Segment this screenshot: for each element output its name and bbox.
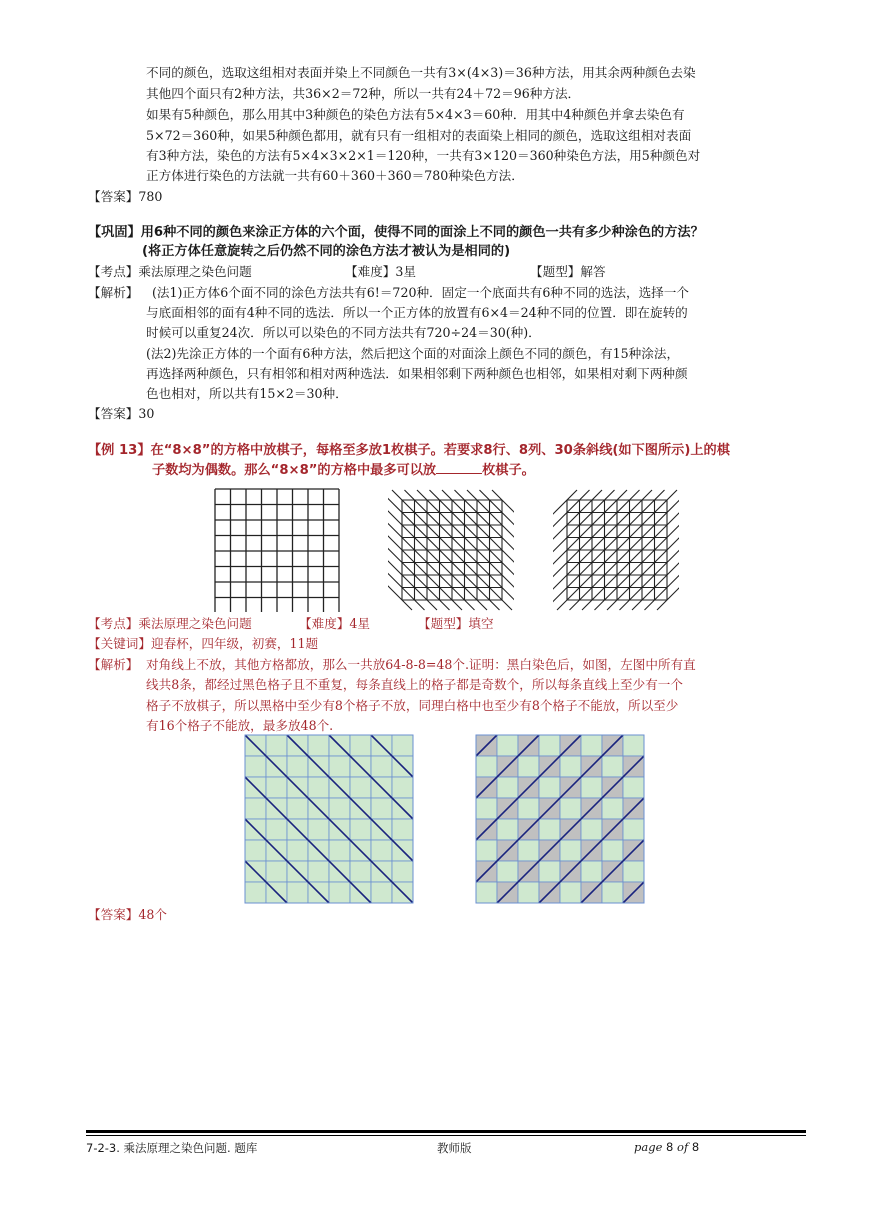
solution-line: 线共8条，都经过黑色格子且不重复，每条直线上的格子都是奇数个，所以每条直线上至少有一个 [146,677,683,692]
footer-rule-thin [86,1135,806,1136]
solution-line: 格子不放棋子，所以黑格中至少有8个格子不放，同理白格中也至少有8个格子不能放，所以至少 [146,698,679,713]
grid-cell [371,840,392,861]
example13-answer-row [88,905,167,924]
grid-cell [476,798,497,819]
kaodian-value: 乘法原理之染色问题 [138,616,252,631]
grid-cell [266,861,287,882]
solution-line: (法2)先涂正方体的一个面有6种方法，然后把这个面的对面涂上颜色不同的颜色，有15种涂法， [146,346,680,361]
plain-grid-figure [212,486,342,612]
tixing-value: 填空 [468,616,494,631]
grid-cell [245,756,266,777]
grid-cell [392,861,413,882]
solution-line: 有16个格子不能放，最多放48个. [146,718,334,733]
grid-cell [560,798,581,819]
grid-cell [371,882,392,903]
grid-cell [476,840,497,861]
keyword-tag: 【关键词】 [88,636,151,651]
grid-cell [602,756,623,777]
kaodian-tag: 【考点】 [88,264,139,279]
grid-cell [518,882,539,903]
meta-nandu [345,262,416,281]
solution-line: 对角线上不放，其他方格都放，那么一共放64-8-8=48个.证明：黑白染色后，如图，左图中所有直 [146,657,696,672]
grid-cell [476,756,497,777]
nandu-tag: 【难度】 [299,616,350,631]
grid-cell [245,882,266,903]
footer-rule [86,1130,806,1133]
meta-tixing [418,614,494,633]
nandu-value: 3星 [395,264,416,279]
grid-cell [266,735,287,756]
grid-cell [602,798,623,819]
grid-cell [371,798,392,819]
grid-cell [266,819,287,840]
grid-cell [287,882,308,903]
answer-value: 30 [138,406,155,421]
grid-cell [308,819,329,840]
footer-page: page 8 of 8 [634,1140,700,1154]
grid-cell [581,777,602,798]
grid-cell [350,861,371,882]
diagonal-grid-figure-a [388,486,514,612]
grid-cell [581,819,602,840]
question-text: (将正方体任意旋转之后仍然不同的涂色方法才被认为是相同的) [142,244,511,259]
grid-cell [392,819,413,840]
grid-cell [539,819,560,840]
question-text-2: 子数均为偶数。那么“8×8”的方格中最多可以放 枚棋子。 [152,463,535,478]
colored-grid-left [244,734,414,904]
grid-cell [623,819,644,840]
kaodian-value: 乘法原理之染色问题 [138,264,252,279]
consolidation-tag: 【巩固】 [88,225,141,240]
grid-cell [329,756,350,777]
grid-cell [392,735,413,756]
grid-cell [623,777,644,798]
question-text: 用6种不同的颜色来涂正方体的六个面，使得不同的面涂上不同的颜色一共有多少种涂色的方法？ [140,225,704,240]
solution-line: 时候可以重复24次．所以可以染色的不同方法共有720÷24＝30(种)． [146,325,541,340]
grid-cell [308,861,329,882]
grid-cell [518,840,539,861]
meta-nandu [299,614,370,633]
answer-tag: 【答案】 [88,189,139,204]
grid-cell [560,756,581,777]
grid-cell [287,798,308,819]
grid-cell [245,840,266,861]
answer-tag: 【答案】 [88,406,139,421]
prev-answer-row [88,187,162,206]
meta-row [88,614,252,633]
consolidation-answer-row [88,404,154,423]
tixing-tag: 【题型】 [418,616,469,631]
kaodian-tag: 【考点】 [88,616,139,631]
grid-cell [560,840,581,861]
jiexi-tag: 【解析】 [88,657,139,672]
grid-cell [518,756,539,777]
jiexi-tag: 【解析】 [88,285,139,300]
grid-cell [497,777,518,798]
tixing-value: 解答 [580,264,606,279]
grid-cell [371,756,392,777]
prev-solution-line: 如果有5种颜色，那么用其中3种颜色的染色方法有5×4×3＝60种．用其中4种颜色并拿去染色有 [146,107,685,122]
grid-cell [392,777,413,798]
grid-cell [623,861,644,882]
grid-cell [245,798,266,819]
grid-cell [581,861,602,882]
blank[interactable] [436,461,482,474]
grid-cell [308,777,329,798]
nandu-value: 4星 [349,616,370,631]
colored-grid-right [475,734,645,904]
tixing-tag: 【题型】 [530,264,581,279]
grid-cell [329,840,350,861]
diagonal-grid-figure-b [553,486,679,612]
keyword-row [88,634,318,653]
grid-cell [497,819,518,840]
solution-line: 再选择两种颜色，只有相邻和相对两种选法．如果相邻剩下两种颜色也相邻，如果相对剩下两种颜 [146,366,688,381]
answer-tag: 【答案】 [88,907,139,922]
solution-line: 色也相对，所以共有15×2＝30种． [146,386,348,401]
prev-solution-line: 不同的颜色，选取这组相对表面并染上不同颜色一共有3×(4×3)＝36种方法，用其余两种颜色去染 [146,65,696,80]
answer-value: 48个 [138,907,167,922]
grid-cell [539,735,560,756]
solution-line: 与底面相邻的面有4种不同的选法．所以一个正方体的放置有6×4＝24种不同的位置．即在旋转的 [146,305,688,320]
keyword-value: 迎春杯，四年级，初赛，11题 [150,636,319,651]
grid-cell [476,882,497,903]
footer-center: 教师版 [437,1141,472,1155]
grid-cell [539,861,560,882]
prev-solution-line: 其他四个面只有2种方法，共36×2＝72种，所以一共有24＋72＝96种方法． [146,86,581,101]
grid-cell [350,777,371,798]
grid-cell [350,735,371,756]
prev-solution-line: 5×72＝360种，如果5种颜色都用，就有只有一组相对的表面染上相同的颜色，选取这组相对表面 [146,128,692,143]
grid-cell [539,777,560,798]
grid-cell [308,735,329,756]
consolidation-question [88,223,704,242]
solution-line: (法1)正方体6个面不同的涂色方法共有6!＝720种．固定一个底面共有6种不同的选法，选择一个 [152,285,689,300]
grid-cell [602,840,623,861]
grid-cell [602,882,623,903]
prev-solution-line: 有3种方法，染色的方法有5×4×3×2×1＝120种，一共有3×120＝360种染色方法，用5种颜色对 [146,148,701,163]
grid-cell [623,735,644,756]
grid-cell [497,861,518,882]
grid-cell [287,756,308,777]
prev-solution-line: 正方体进行染色的方法就一共有60＋360＋360＝780种染色方法． [146,168,524,183]
example-tag: 【例 13】 [88,443,151,458]
grid-cell [329,882,350,903]
grid-cell [287,840,308,861]
footer-left: 7-2-3. 乘法原理之染色问题. 题库 [86,1141,258,1155]
grid-cell [329,798,350,819]
grid-cell [560,882,581,903]
meta-tixing [530,262,606,281]
grid-cell [518,798,539,819]
grid-cell [350,819,371,840]
question-text: 在“8×8”的方格中放棋子，每格至多放1枚棋子。若要求8行、8列、30条斜线(如下图所示)上的棋 [150,443,730,458]
grid-cell [497,735,518,756]
grid-cell [581,735,602,756]
example13-question [88,441,730,460]
nandu-tag: 【难度】 [345,264,396,279]
meta-row [88,262,252,281]
answer-value: 780 [138,189,163,204]
grid-cell [266,777,287,798]
